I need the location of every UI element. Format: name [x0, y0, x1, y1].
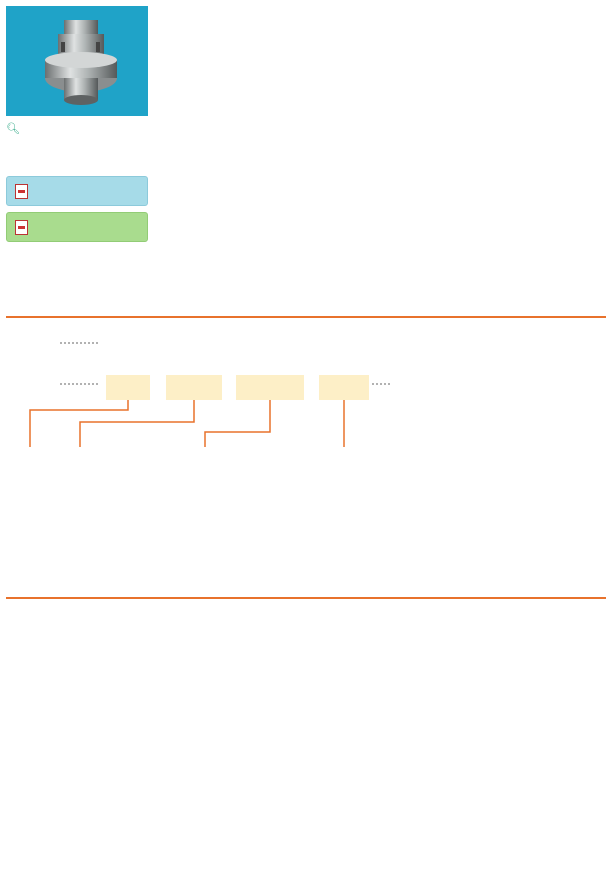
pdf-icon — [15, 184, 28, 199]
code-box-option — [319, 375, 369, 400]
code-box-sensor — [236, 375, 304, 400]
download-now-button[interactable] — [6, 212, 148, 242]
zoom-link[interactable] — [6, 121, 22, 135]
pdf-icon — [15, 220, 28, 235]
magnifier-icon: 🔍︎ — [6, 122, 20, 135]
model-code-diagram — [0, 318, 612, 548]
section-divider — [6, 597, 606, 599]
code-box-size — [166, 375, 222, 400]
add-to-download-list-button[interactable] — [6, 176, 148, 206]
chuck-photo — [6, 6, 148, 116]
code-box-model — [106, 375, 150, 400]
connector-lines — [30, 400, 344, 447]
product-image[interactable] — [6, 6, 148, 116]
